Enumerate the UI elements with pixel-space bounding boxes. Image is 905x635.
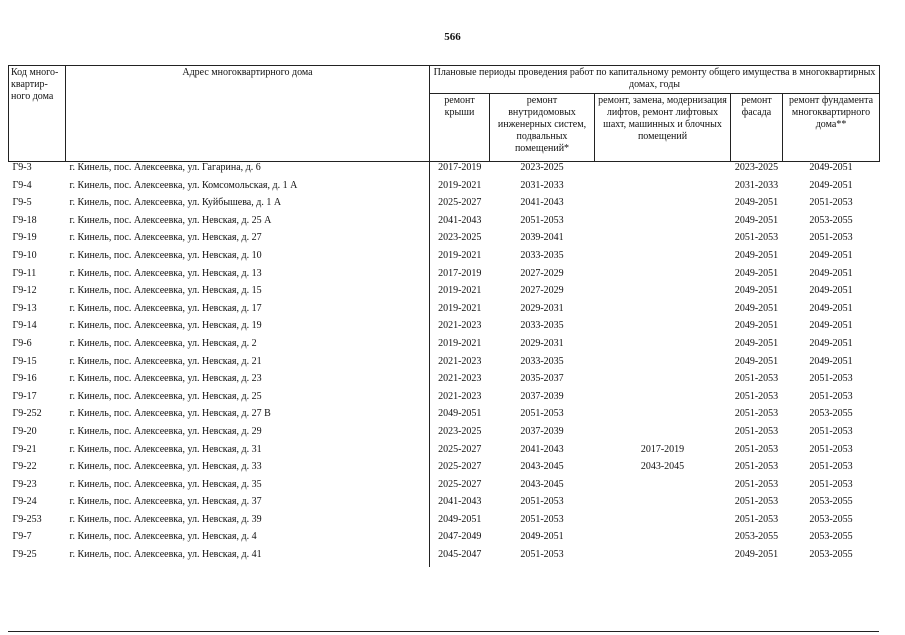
cell-engineering: 2033-2035 [520, 355, 564, 367]
cell-lifts [595, 373, 731, 391]
cell-roof: 2047-2049 [430, 531, 490, 549]
cell-roof: 2019-2021 [430, 250, 490, 268]
cell-foundation: 2051-2053 [809, 232, 853, 244]
cell-lifts [595, 338, 731, 356]
cell-facade: 2051-2053 [734, 496, 779, 508]
table-row [9, 391, 880, 409]
cell-code: Г9-4 [12, 179, 32, 191]
table-row [9, 496, 880, 514]
schedule-table-wrapper [8, 65, 879, 567]
cell-address: г. Кинель, пос. Алексеевка, ул. Невская, д. 21 [69, 355, 262, 367]
cell-roof: 2021-2023 [430, 373, 490, 391]
cell-address: г. Кинель, пос. Алексеевка, ул. Невская, д. 4 [69, 531, 257, 543]
table-row [9, 461, 880, 479]
cell-engineering: 2041-2043 [520, 197, 564, 209]
table-row [9, 373, 880, 391]
schedule-table [8, 65, 880, 567]
header-engineering: ремонт внутридомовых инженерных систем, подвальных помещений* [490, 94, 595, 162]
cell-foundation: 2049-2051 [809, 267, 853, 279]
cell-facade: 2051-2053 [734, 408, 779, 420]
table-row [9, 426, 880, 444]
cell-lifts: 2043-2045 [640, 461, 685, 473]
cell-code: Г9-5 [12, 197, 32, 209]
cell-facade: 2051-2053 [734, 232, 779, 244]
cell-lifts [595, 391, 731, 409]
cell-roof: 2021-2023 [430, 320, 490, 338]
cell-roof: 2045-2047 [430, 549, 490, 567]
cell-code: Г9-15 [12, 355, 37, 367]
cell-code: Г9-11 [12, 267, 37, 279]
cell-code: Г9-13 [12, 302, 37, 314]
cell-code: Г9-19 [12, 232, 37, 244]
cell-facade: 2031-2033 [734, 179, 779, 191]
cell-address: г. Кинель, пос. Алексеевка, ул. Невская, д. 39 [69, 513, 262, 525]
cell-code: Г9-25 [12, 549, 37, 561]
cell-engineering: 2051-2053 [520, 496, 564, 508]
cell-engineering: 2039-2041 [520, 232, 564, 244]
cell-code: Г9-253 [12, 513, 42, 525]
cell-code: Г9-23 [12, 478, 37, 490]
cell-address: г. Кинель, пос. Алексеевка, ул. Невская, д. 17 [69, 302, 262, 314]
cell-lifts [595, 514, 731, 532]
cell-lifts [595, 531, 731, 549]
cell-foundation: 2051-2053 [809, 443, 853, 455]
cell-address: г. Кинель, пос. Алексеевка, ул. Невская, д. 10 [69, 249, 262, 261]
cell-foundation: 2051-2053 [809, 461, 853, 473]
cell-address: г. Кинель, пос. Алексеевка, ул. Невская, д. 25 А [69, 214, 272, 226]
cell-foundation: 2049-2051 [809, 337, 853, 349]
cell-foundation: 2051-2053 [809, 478, 853, 490]
cell-roof: 2041-2043 [430, 496, 490, 514]
cell-foundation: 2049-2051 [809, 179, 853, 191]
cell-engineering: 2029-2031 [520, 337, 564, 349]
cell-engineering: 2031-2033 [520, 179, 564, 191]
cell-code: Г9-6 [12, 337, 32, 349]
cell-foundation: 2049-2051 [809, 320, 853, 332]
cell-facade: 2051-2053 [734, 478, 779, 490]
table-row [9, 197, 880, 215]
table-row [9, 250, 880, 268]
cell-engineering: 2035-2037 [520, 373, 564, 385]
cell-facade: 2049-2051 [734, 549, 779, 561]
cell-engineering: 2051-2053 [520, 408, 564, 420]
cell-code: Г9-20 [12, 425, 37, 437]
cell-code: Г9-3 [12, 162, 32, 173]
cell-engineering: 2041-2043 [520, 443, 564, 455]
cell-foundation: 2049-2051 [809, 285, 853, 297]
cell-lifts [595, 268, 731, 286]
bottom-border [8, 631, 879, 632]
cell-engineering: 2043-2045 [520, 461, 564, 473]
table-row [9, 320, 880, 338]
cell-code: Г9-12 [12, 285, 37, 297]
cell-facade: 2049-2051 [734, 355, 779, 367]
cell-facade: 2051-2053 [734, 390, 779, 402]
cell-facade: 2049-2051 [734, 214, 779, 226]
cell-roof: 2025-2027 [430, 444, 490, 462]
cell-roof: 2021-2023 [430, 391, 490, 409]
cell-lifts [595, 180, 731, 198]
cell-engineering: 2033-2035 [520, 249, 564, 261]
cell-roof: 2041-2043 [430, 215, 490, 233]
cell-facade: 2049-2051 [734, 267, 779, 279]
cell-address: г. Кинель, пос. Алексеевка, ул. Невская, д. 33 [69, 461, 262, 473]
cell-foundation: 2053-2055 [809, 496, 853, 508]
cell-facade: 2049-2051 [734, 302, 779, 314]
cell-facade: 2051-2053 [734, 461, 779, 473]
cell-roof: 2019-2021 [430, 180, 490, 198]
cell-lifts [595, 250, 731, 268]
cell-address: г. Кинель, пос. Алексеевка, ул. Невская, д. 15 [69, 285, 262, 297]
cell-facade: 2049-2051 [734, 285, 779, 297]
cell-lifts [595, 320, 731, 338]
cell-address: г. Кинель, пос. Алексеевка, ул. Невская, д. 2 [69, 337, 257, 349]
cell-facade: 2051-2053 [734, 425, 779, 437]
cell-lifts [595, 496, 731, 514]
cell-roof: 2017-2019 [430, 268, 490, 286]
cell-address: г. Кинель, пос. Алексеевка, ул. Гагарина, д. 6 [69, 162, 261, 173]
cell-address: г. Кинель, пос. Алексеевка, ул. Куйбышева, д. 1 А [69, 197, 282, 209]
table-row [9, 514, 880, 532]
cell-address: г. Кинель, пос. Алексеевка, ул. Невская, д. 29 [69, 425, 262, 437]
cell-facade: 2051-2053 [734, 373, 779, 385]
header-lifts: ремонт, замена, модернизация лифтов, ремонт лифтовых шахт, машинных и блочных помещений [595, 94, 731, 162]
cell-roof: 2019-2021 [430, 285, 490, 303]
cell-address: г. Кинель, пос. Алексеевка, ул. Комсомольская, д. 1 А [69, 179, 298, 191]
cell-engineering: 2027-2029 [520, 285, 564, 297]
table-row [9, 356, 880, 374]
cell-roof: 2025-2027 [430, 461, 490, 479]
cell-code: Г9-21 [12, 443, 37, 455]
cell-engineering: 2033-2035 [520, 320, 564, 332]
header-address: Адрес многоквартирного дома [66, 66, 430, 162]
cell-lifts [595, 549, 731, 567]
cell-engineering: 2037-2039 [520, 390, 564, 402]
cell-engineering: 2051-2053 [520, 513, 564, 525]
cell-roof: 2023-2025 [430, 232, 490, 250]
cell-foundation: 2053-2055 [809, 549, 853, 561]
cell-lifts [595, 215, 731, 233]
cell-code: Г9-22 [12, 461, 37, 473]
cell-address: г. Кинель, пос. Алексеевка, ул. Невская, д. 37 [69, 496, 262, 508]
cell-code: Г9-14 [12, 320, 37, 332]
cell-lifts: 2017-2019 [640, 443, 685, 455]
cell-lifts [595, 356, 731, 374]
cell-address: г. Кинель, пос. Алексеевка, ул. Невская, д. 27 В [69, 408, 271, 420]
cell-address: г. Кинель, пос. Алексеевка, ул. Невская, д. 31 [69, 443, 262, 455]
cell-lifts [595, 426, 731, 444]
cell-code: Г9-17 [12, 390, 37, 402]
table-row [9, 303, 880, 321]
cell-foundation: 2051-2053 [809, 390, 853, 402]
cell-facade: 2049-2051 [734, 337, 779, 349]
table-row [9, 531, 880, 549]
cell-facade: 2051-2053 [734, 443, 779, 455]
cell-foundation: 2053-2055 [809, 214, 853, 226]
cell-engineering: 2049-2051 [520, 531, 564, 543]
table-row [9, 444, 880, 462]
cell-foundation: 2053-2055 [809, 408, 853, 420]
cell-lifts [595, 285, 731, 303]
cell-lifts [595, 232, 731, 250]
cell-roof: 2021-2023 [430, 356, 490, 374]
cell-engineering: 2051-2053 [520, 549, 564, 561]
table-row [9, 408, 880, 426]
cell-code: Г9-16 [12, 373, 37, 385]
table-row [9, 549, 880, 567]
cell-lifts [595, 408, 731, 426]
cell-address: г. Кинель, пос. Алексеевка, ул. Невская, д. 27 [69, 232, 262, 244]
cell-roof: 2023-2025 [430, 426, 490, 444]
page-number: 566 [444, 31, 461, 43]
cell-roof: 2019-2021 [430, 338, 490, 356]
cell-code: Г9-7 [12, 531, 32, 543]
header-roof: ремонт крыши [430, 94, 490, 162]
cell-facade: 2049-2051 [734, 197, 779, 209]
cell-address: г. Кинель, пос. Алексеевка, ул. Невская, д. 35 [69, 478, 262, 490]
cell-roof: 2025-2027 [430, 479, 490, 497]
cell-engineering: 2027-2029 [520, 267, 564, 279]
table-body [9, 162, 880, 567]
cell-roof: 2019-2021 [430, 303, 490, 321]
table-row [9, 215, 880, 233]
cell-lifts [595, 479, 731, 497]
cell-lifts [595, 197, 731, 215]
cell-foundation: 2049-2051 [809, 355, 853, 367]
cell-facade: 2049-2051 [734, 249, 779, 261]
header-facade: ремонт фасада [731, 94, 783, 162]
cell-address: г. Кинель, пос. Алексеевка, ул. Невская, д. 13 [69, 267, 262, 279]
cell-address: г. Кинель, пос. Алексеевка, ул. Невская, д. 25 [69, 390, 262, 402]
cell-foundation: 2053-2055 [809, 513, 853, 525]
cell-code: Г9-10 [12, 249, 37, 261]
header-periods-group: Плановые периоды проведения работ по капитальному ремонту общего имущества в многоквартирных домах, годы [430, 66, 880, 94]
cell-foundation: 2051-2053 [809, 197, 853, 209]
cell-roof: 2017-2019 [430, 162, 490, 180]
table-row [9, 180, 880, 198]
table-row [9, 232, 880, 250]
cell-facade: 2049-2051 [734, 320, 779, 332]
cell-facade: 2053-2055 [734, 531, 779, 543]
header-foundation: ремонт фундамента многоквартирного дома** [783, 94, 880, 162]
cell-foundation: 2053-2055 [809, 531, 853, 543]
cell-foundation: 2049-2051 [809, 249, 853, 261]
table-row [9, 338, 880, 356]
cell-roof: 2049-2051 [430, 514, 490, 532]
cell-lifts [595, 303, 731, 321]
cell-code: Г9-252 [12, 408, 42, 420]
cell-engineering: 2051-2053 [520, 214, 564, 226]
cell-engineering: 2023-2025 [520, 162, 564, 173]
cell-roof: 2025-2027 [430, 197, 490, 215]
cell-code: Г9-24 [12, 496, 37, 508]
table-row [9, 285, 880, 303]
header-code: Код много-квартир-ного дома [9, 66, 66, 162]
cell-foundation: 2049-2051 [809, 302, 853, 314]
cell-foundation: 2051-2053 [809, 373, 853, 385]
cell-address: г. Кинель, пос. Алексеевка, ул. Невская, д. 41 [69, 549, 262, 561]
cell-roof: 2049-2051 [430, 408, 490, 426]
cell-foundation: 2051-2053 [809, 425, 853, 437]
table-row [9, 162, 880, 180]
table-row [9, 268, 880, 286]
cell-foundation: 2049-2051 [809, 162, 853, 173]
cell-lifts [595, 162, 731, 180]
cell-address: г. Кинель, пос. Алексеевка, ул. Невская, д. 23 [69, 373, 262, 385]
cell-facade: 2023-2025 [734, 162, 779, 173]
table-row [9, 479, 880, 497]
cell-address: г. Кинель, пос. Алексеевка, ул. Невская, д. 19 [69, 320, 262, 332]
cell-engineering: 2043-2045 [520, 478, 564, 490]
cell-facade: 2051-2053 [734, 513, 779, 525]
cell-engineering: 2029-2031 [520, 302, 564, 314]
cell-engineering: 2037-2039 [520, 425, 564, 437]
cell-code: Г9-18 [12, 214, 37, 226]
table-header [9, 66, 880, 162]
